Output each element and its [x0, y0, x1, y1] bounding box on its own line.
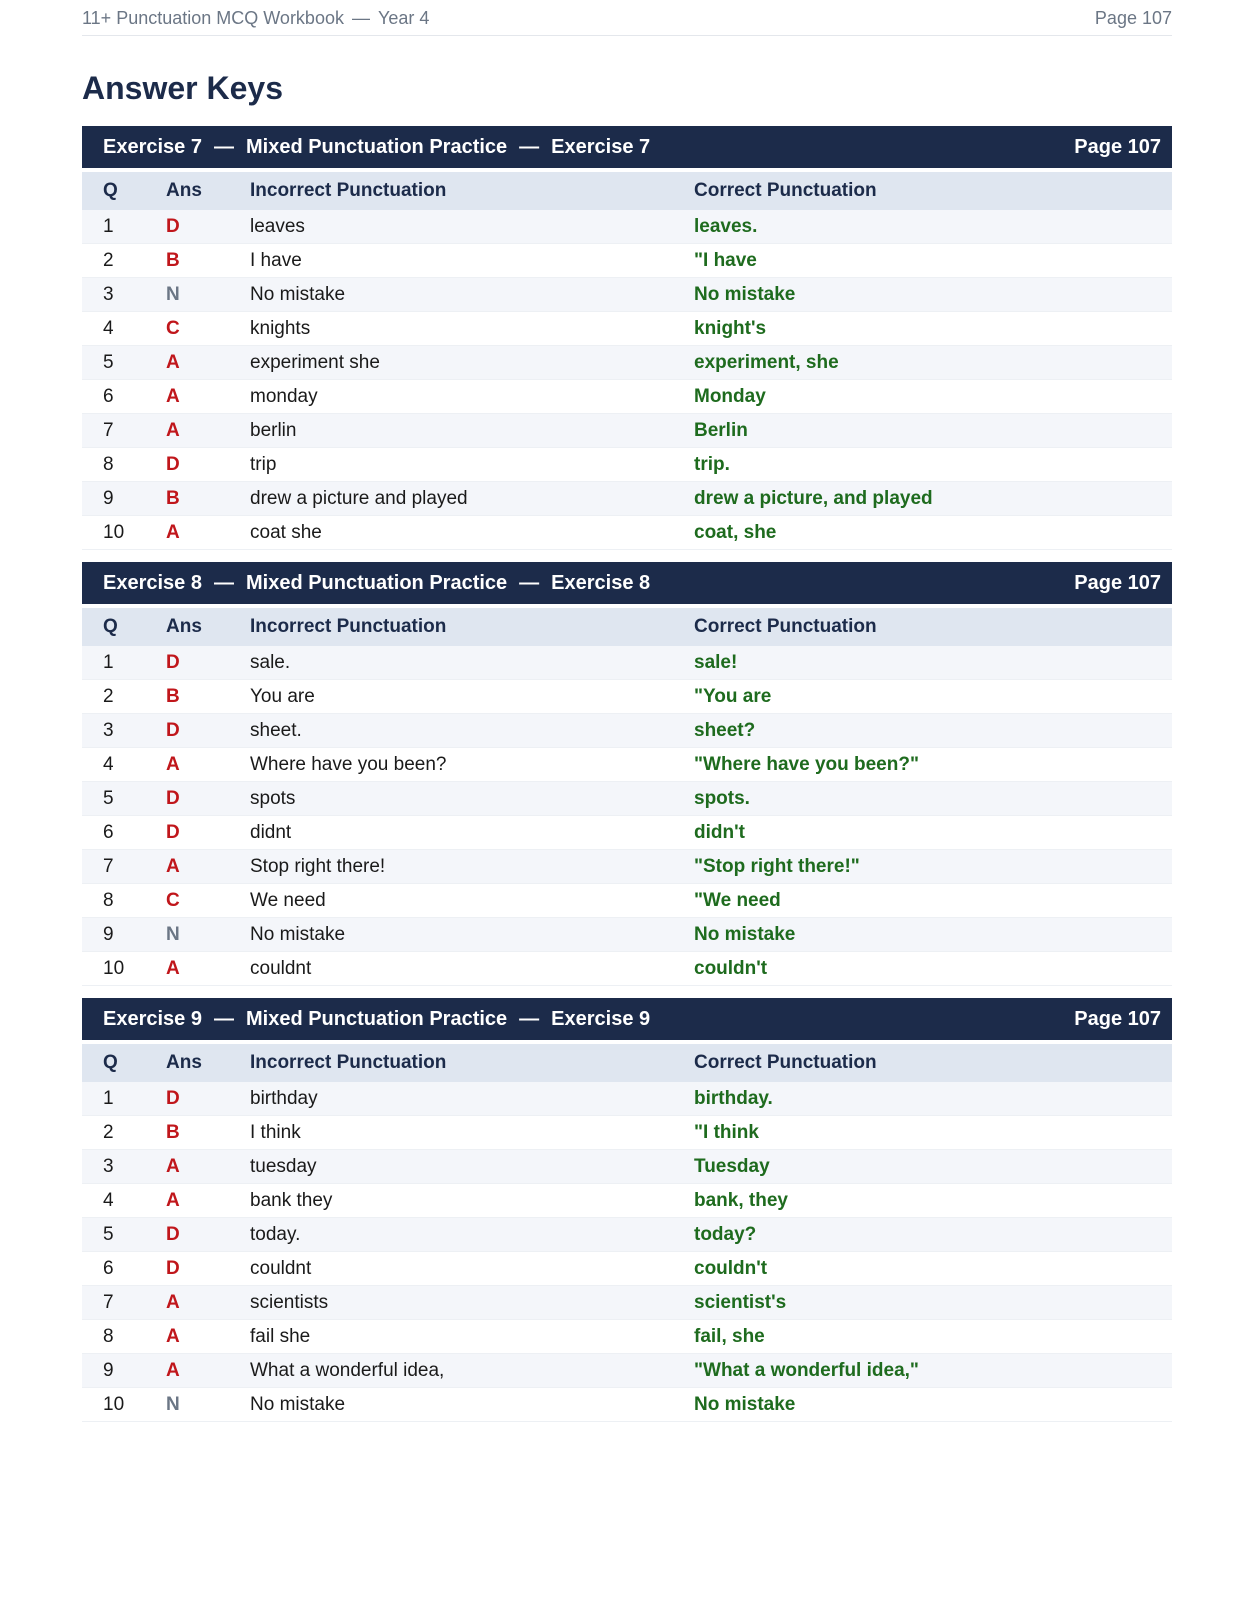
page-title: Answer Keys: [82, 70, 283, 106]
correct-text: coat, she: [694, 521, 777, 543]
question-number: 9: [103, 1359, 114, 1381]
correct-text: today?: [694, 1223, 757, 1245]
correct-text: couldn't: [694, 957, 768, 979]
correct-text: No mistake: [694, 283, 796, 305]
table-row: [82, 414, 1172, 448]
incorrect-text: sheet.: [250, 719, 302, 741]
correct-text: "You are: [694, 685, 772, 707]
incorrect-text: today.: [250, 1223, 301, 1245]
table-row: [82, 884, 1172, 918]
table-row: [82, 244, 1172, 278]
incorrect-text: Where have you been?: [250, 753, 447, 775]
table-row: [82, 482, 1172, 516]
exercise-dash: —: [519, 571, 540, 594]
incorrect-text: sale.: [250, 651, 291, 673]
incorrect-text: birthday: [250, 1087, 318, 1109]
correct-text: trip.: [694, 453, 730, 475]
exercise-topic: Mixed Punctuation Practice: [245, 1007, 508, 1030]
correct-text: "We need: [694, 889, 781, 911]
column-header-q: Q: [103, 180, 118, 201]
question-number: 9: [103, 487, 114, 509]
exercise-header-title: [103, 136, 650, 159]
correct-text: No mistake: [694, 1393, 796, 1415]
running-header-left: [82, 8, 429, 29]
question-number: 4: [103, 317, 114, 339]
exercise-topic: Mixed Punctuation Practice: [245, 135, 508, 158]
answer-letter: A: [166, 1325, 180, 1347]
answer-letter: B: [166, 487, 180, 509]
column-header-row: [82, 172, 1172, 210]
incorrect-text: What a wonderful idea,: [250, 1359, 445, 1381]
answer-letter: B: [166, 685, 180, 707]
answer-letter: D: [166, 1087, 180, 1109]
table-row: [82, 782, 1172, 816]
exercise-label-repeat: Exercise 7: [551, 135, 651, 158]
answer-letter: A: [166, 385, 180, 407]
question-number: 3: [103, 283, 114, 305]
correct-text: Monday: [694, 385, 766, 407]
question-number: 8: [103, 1325, 114, 1347]
question-number: 3: [103, 719, 114, 741]
question-number: 4: [103, 753, 114, 775]
question-number: 4: [103, 1189, 114, 1211]
answer-letter: A: [166, 1189, 180, 1211]
table-row: [82, 1150, 1172, 1184]
question-number: 7: [103, 855, 114, 877]
answer-letter: D: [166, 719, 180, 741]
correct-text: knight's: [694, 317, 767, 339]
question-number: 2: [103, 685, 114, 707]
incorrect-text: I think: [250, 1121, 301, 1143]
correct-text: leaves.: [694, 215, 758, 237]
correct-text: No mistake: [694, 923, 796, 945]
incorrect-text: No mistake: [250, 283, 346, 305]
question-number: 6: [103, 385, 114, 407]
question-number: 5: [103, 351, 114, 373]
question-number: 6: [103, 821, 114, 843]
exercise-dash: —: [213, 1007, 234, 1030]
table-row: [82, 1388, 1172, 1422]
answer-letter: D: [166, 651, 180, 673]
question-number: 7: [103, 419, 114, 441]
year-label: Year 4: [377, 8, 430, 28]
answer-letter: D: [166, 1257, 180, 1279]
answer-letter: C: [166, 889, 180, 911]
exercise-table: [82, 562, 1172, 986]
answer-letter: D: [166, 215, 180, 237]
incorrect-text: couldnt: [250, 1257, 312, 1279]
answer-letter: A: [166, 521, 180, 543]
column-header-q: Q: [103, 1052, 118, 1073]
exercise-page: Page 107: [1074, 571, 1161, 594]
table-row: [82, 1354, 1172, 1388]
correct-text: scientist's: [694, 1291, 787, 1313]
exercise-dash: —: [519, 135, 540, 158]
answer-rows: [82, 646, 1172, 986]
exercise-list: [82, 126, 1172, 1422]
correct-text: bank, they: [694, 1189, 788, 1211]
exercise-label: Exercise 7: [103, 135, 202, 158]
incorrect-text: knights: [250, 317, 311, 339]
column-header-row: [82, 608, 1172, 646]
exercise-label: Exercise 9: [103, 1007, 202, 1030]
table-row: [82, 1252, 1172, 1286]
exercise-dash: —: [213, 571, 234, 594]
column-header-correct: Correct Punctuation: [694, 1052, 877, 1073]
incorrect-text: didnt: [250, 821, 292, 843]
table-row: [82, 952, 1172, 986]
question-number: 10: [103, 1393, 125, 1415]
table-row: [82, 210, 1172, 244]
table-row: [82, 714, 1172, 748]
table-row: [82, 748, 1172, 782]
column-header-incorrect: Incorrect Punctuation: [250, 180, 447, 201]
page-number: Page 107: [1094, 8, 1172, 28]
exercise-header: [82, 126, 1172, 168]
exercise-label: Exercise 8: [103, 571, 202, 594]
table-row: [82, 1218, 1172, 1252]
incorrect-text: leaves: [250, 215, 305, 237]
answer-letter: B: [166, 1121, 180, 1143]
table-row: [82, 850, 1172, 884]
incorrect-text: We need: [250, 889, 326, 911]
answer-letter: A: [166, 753, 180, 775]
answer-letter: B: [166, 249, 180, 271]
question-number: 9: [103, 923, 114, 945]
exercise-table: [82, 998, 1172, 1422]
table-row: [82, 278, 1172, 312]
column-header-ans: Ans: [166, 616, 202, 637]
incorrect-text: No mistake: [250, 923, 346, 945]
exercise-page: Page 107: [1074, 1007, 1161, 1030]
incorrect-text: spots: [250, 787, 296, 809]
answer-letter: A: [166, 1291, 180, 1313]
answer-letter: N: [166, 923, 180, 945]
correct-text: Berlin: [694, 419, 748, 441]
answer-letter: D: [166, 787, 180, 809]
table-row: [82, 1082, 1172, 1116]
question-number: 2: [103, 249, 114, 271]
table-row: [82, 1320, 1172, 1354]
question-number: 5: [103, 787, 114, 809]
answer-letter: N: [166, 283, 180, 305]
incorrect-text: experiment she: [250, 351, 380, 373]
question-number: 8: [103, 889, 114, 911]
question-number: 1: [103, 215, 114, 237]
column-header-q: Q: [103, 616, 118, 637]
answer-rows: [82, 210, 1172, 550]
table-row: [82, 646, 1172, 680]
correct-text: couldn't: [694, 1257, 768, 1279]
table-row: [82, 680, 1172, 714]
answer-letter: A: [166, 957, 180, 979]
incorrect-text: fail she: [250, 1325, 311, 1347]
correct-text: fail, she: [694, 1325, 765, 1347]
answer-letter: A: [166, 351, 180, 373]
page: [82, 0, 1172, 1434]
exercise-header-title: [103, 1008, 650, 1031]
table-row: [82, 918, 1172, 952]
correct-text: drew a picture, and played: [694, 487, 933, 509]
column-header-correct: Correct Punctuation: [694, 180, 877, 201]
column-header-correct: Correct Punctuation: [694, 616, 877, 637]
correct-text: "I think: [694, 1121, 759, 1143]
correct-text: birthday.: [694, 1087, 773, 1109]
incorrect-text: coat she: [250, 521, 322, 543]
answer-letter: N: [166, 1393, 180, 1415]
incorrect-text: No mistake: [250, 1393, 346, 1415]
answer-letter: D: [166, 1223, 180, 1245]
column-header-incorrect: Incorrect Punctuation: [250, 1052, 447, 1073]
question-number: 6: [103, 1257, 114, 1279]
incorrect-text: berlin: [250, 419, 297, 441]
workbook-title: 11+ Punctuation MCQ Workbook: [82, 8, 344, 28]
question-number: 2: [103, 1121, 114, 1143]
incorrect-text: bank they: [250, 1189, 333, 1211]
answer-letter: D: [166, 821, 180, 843]
incorrect-text: monday: [250, 385, 318, 407]
exercise-topic: Mixed Punctuation Practice: [245, 571, 508, 594]
answer-letter: A: [166, 1155, 180, 1177]
question-number: 10: [103, 521, 125, 543]
question-number: 10: [103, 957, 125, 979]
exercise-header: [82, 562, 1172, 604]
incorrect-text: scientists: [250, 1291, 329, 1313]
table-row: [82, 1184, 1172, 1218]
column-header-row: [82, 1044, 1172, 1082]
question-number: 7: [103, 1291, 114, 1313]
correct-text: spots.: [694, 787, 750, 809]
correct-text: "Stop right there!": [694, 855, 860, 877]
table-row: [82, 380, 1172, 414]
question-number: 5: [103, 1223, 114, 1245]
exercise-page: Page 107: [1074, 135, 1161, 158]
column-header-ans: Ans: [166, 180, 202, 201]
correct-text: sheet?: [694, 719, 756, 741]
incorrect-text: You are: [250, 685, 315, 707]
table-row: [82, 1286, 1172, 1320]
exercise-dash: —: [213, 135, 234, 158]
answer-letter: C: [166, 317, 180, 339]
correct-text: "I have: [694, 249, 757, 271]
correct-text: didn't: [694, 821, 745, 843]
header-separator: —: [351, 8, 370, 28]
incorrect-text: trip: [250, 453, 277, 475]
correct-text: "What a wonderful idea,": [694, 1359, 919, 1381]
question-number: 3: [103, 1155, 114, 1177]
answer-letter: A: [166, 1359, 180, 1381]
table-row: [82, 816, 1172, 850]
table-row: [82, 516, 1172, 550]
incorrect-text: I have: [250, 249, 302, 271]
answer-letter: A: [166, 419, 180, 441]
table-row: [82, 346, 1172, 380]
exercise-header: [82, 998, 1172, 1040]
answer-letter: A: [166, 855, 180, 877]
exercise-label-repeat: Exercise 9: [551, 1007, 651, 1030]
column-header-ans: Ans: [166, 1052, 202, 1073]
correct-text: Tuesday: [694, 1155, 770, 1177]
column-header-incorrect: Incorrect Punctuation: [250, 616, 447, 637]
incorrect-text: drew a picture and played: [250, 487, 468, 509]
running-header: [82, 0, 1172, 36]
question-number: 1: [103, 651, 114, 673]
question-number: 1: [103, 1087, 114, 1109]
table-row: [82, 312, 1172, 346]
exercise-header-title: [103, 572, 650, 595]
table-row: [82, 448, 1172, 482]
correct-text: sale!: [694, 651, 738, 673]
exercise-dash: —: [519, 1007, 540, 1030]
table-row: [82, 1116, 1172, 1150]
correct-text: "Where have you been?": [694, 753, 919, 775]
incorrect-text: tuesday: [250, 1155, 317, 1177]
correct-text: experiment, she: [694, 351, 839, 373]
exercise-label-repeat: Exercise 8: [551, 571, 651, 594]
question-number: 8: [103, 453, 114, 475]
answer-rows: [82, 1082, 1172, 1422]
exercise-table: [82, 126, 1172, 550]
incorrect-text: Stop right there!: [250, 855, 386, 877]
answer-letter: D: [166, 453, 180, 475]
incorrect-text: couldnt: [250, 957, 312, 979]
